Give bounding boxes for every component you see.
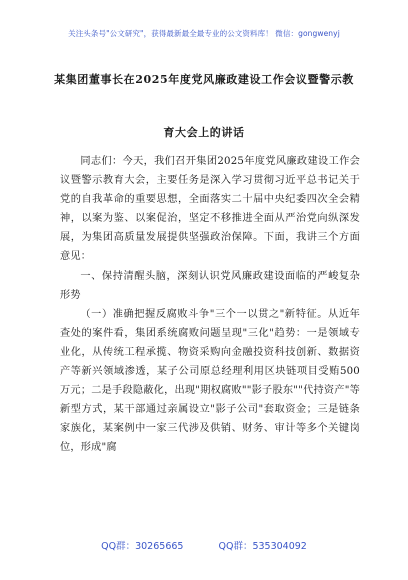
header-note: 关注头条号"公文研究"，获得最新最全最专业的公文资料库！ 微信：gongwenyj	[68, 29, 340, 38]
footer-qq-group-1: QQ群：30265665	[101, 541, 184, 552]
footer	[0, 538, 408, 552]
page-title-line-2: 育大会上的讲话	[163, 126, 245, 139]
document-body	[60, 152, 360, 458]
paragraph-opening: 同志们：今天，我们召开集团2025年度党风廉政建设工作会议暨警示教育大会，主要任务是深入学习贯彻习近平总书记关于党的自我革命的重要思想，全面落实二十届中央纪委四次全会精神，以案为鉴、以案促治，坚定不移推进全面从严治党向纵深发展，为集团高质量发展提供坚强政治保障。下面，我讲三个方面意见：	[60, 156, 360, 263]
paragraph-subsection: （一）准确把握反腐败斗争"三个一以贯之"新特征。从近年查处的案件看，集团系统腐败问题呈现"三化"趋势：一是领域专业化，从传统工程承揽、物资采购向金融投资科技创新、数据资产等新兴领域渗透，某子公司原总经理利用区块链项目受贿500万元；二是手段隐蔽化，出现"期权腐败""影子股东""代持资产"等新型方式，某干部通过亲属设立"影子公司"套取资金；三是链条家族化，某案例中一家三代涉及供销、财务、审计等多个关键岗位，形成"腐	[60, 308, 360, 454]
paragraph-section-heading: 一、保持清醒头脑，深刻认识党风廉政建设面临的严峻复杂形势	[60, 270, 360, 301]
footer-qq-group-2: QQ群：535304092	[218, 541, 307, 552]
page-title-line-1: 某集团董事长在2025年度党风廉政建设工作会议暨警示教	[54, 73, 354, 86]
